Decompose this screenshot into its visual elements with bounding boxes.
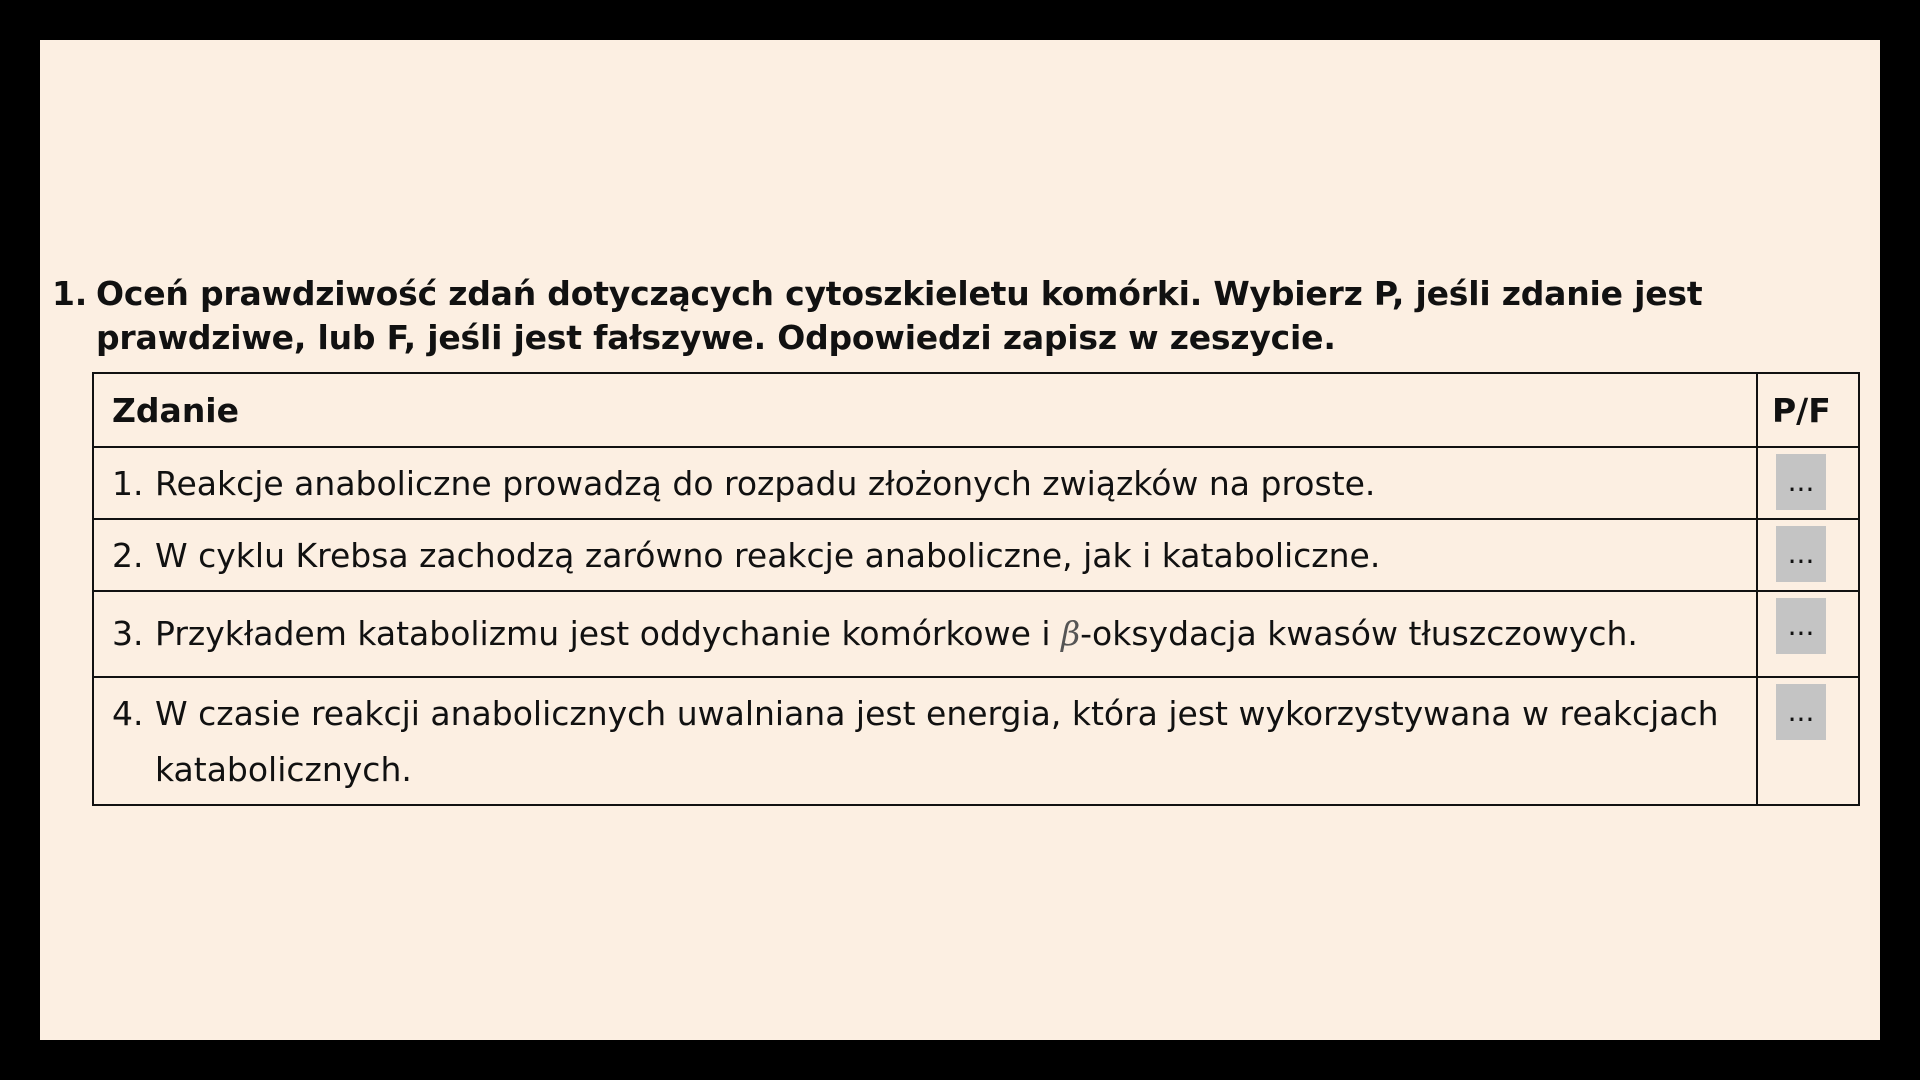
statement-cell <box>93 677 1757 805</box>
table-row <box>93 677 1859 805</box>
exercise-page <box>40 40 1880 1040</box>
answer-cell <box>1757 447 1859 519</box>
answer-selector[interactable]: ... <box>1776 684 1826 740</box>
answer-selector[interactable]: ... <box>1776 598 1826 654</box>
table-row <box>93 591 1859 677</box>
statement-text <box>155 606 1738 662</box>
statement-number: 4. <box>112 694 144 733</box>
statement-number: 1. <box>112 464 144 503</box>
statement-text-part: Przykładem katabolizmu jest oddychanie komórkowe i <box>155 614 1062 653</box>
statement-cell <box>93 591 1757 677</box>
statement-text: W czasie reakcji anabolicznych uwalniana jest energia, która jest wykorzystywana w reakcjach katabolicznych. <box>155 694 1719 789</box>
statement-number: 2. <box>112 536 144 575</box>
task-1 <box>52 272 1874 806</box>
statement-cell <box>93 447 1757 519</box>
statement-number: 3. <box>112 614 144 653</box>
header-statement: Zdanie <box>93 373 1757 447</box>
statement-text: Reakcje anaboliczne prowadzą do rozpadu złożonych związków na proste. <box>155 464 1376 503</box>
header-true-false: P/F <box>1757 373 1859 447</box>
statement-text: W cyklu Krebsa zachodzą zarówno reakcje anaboliczne, jak i kataboliczne. <box>155 536 1381 575</box>
statement-cell <box>93 519 1757 591</box>
answer-selector[interactable]: ... <box>1776 454 1826 510</box>
table-header-row <box>93 373 1859 447</box>
task-instruction-text: Oceń prawdziwość zdań dotyczących cytoszkieletu komórki. Wybierz P, jeśli zdanie jest prawdziwe, lub F, jeśli jest fałszywe. Odpowiedzi zapisz w zeszycie. <box>96 274 1703 357</box>
table-row <box>93 447 1859 519</box>
answer-cell <box>1757 591 1859 677</box>
answer-cell <box>1757 519 1859 591</box>
table-row <box>93 519 1859 591</box>
task-number: 1. <box>52 274 88 313</box>
beta-symbol: β <box>1061 614 1081 653</box>
task-instruction <box>52 272 1874 360</box>
answer-selector[interactable]: ... <box>1776 526 1826 582</box>
statement-text-part: -oksydacja kwasów tłuszczowych. <box>1080 614 1638 653</box>
answer-cell <box>1757 677 1859 805</box>
true-false-table <box>92 372 1860 806</box>
